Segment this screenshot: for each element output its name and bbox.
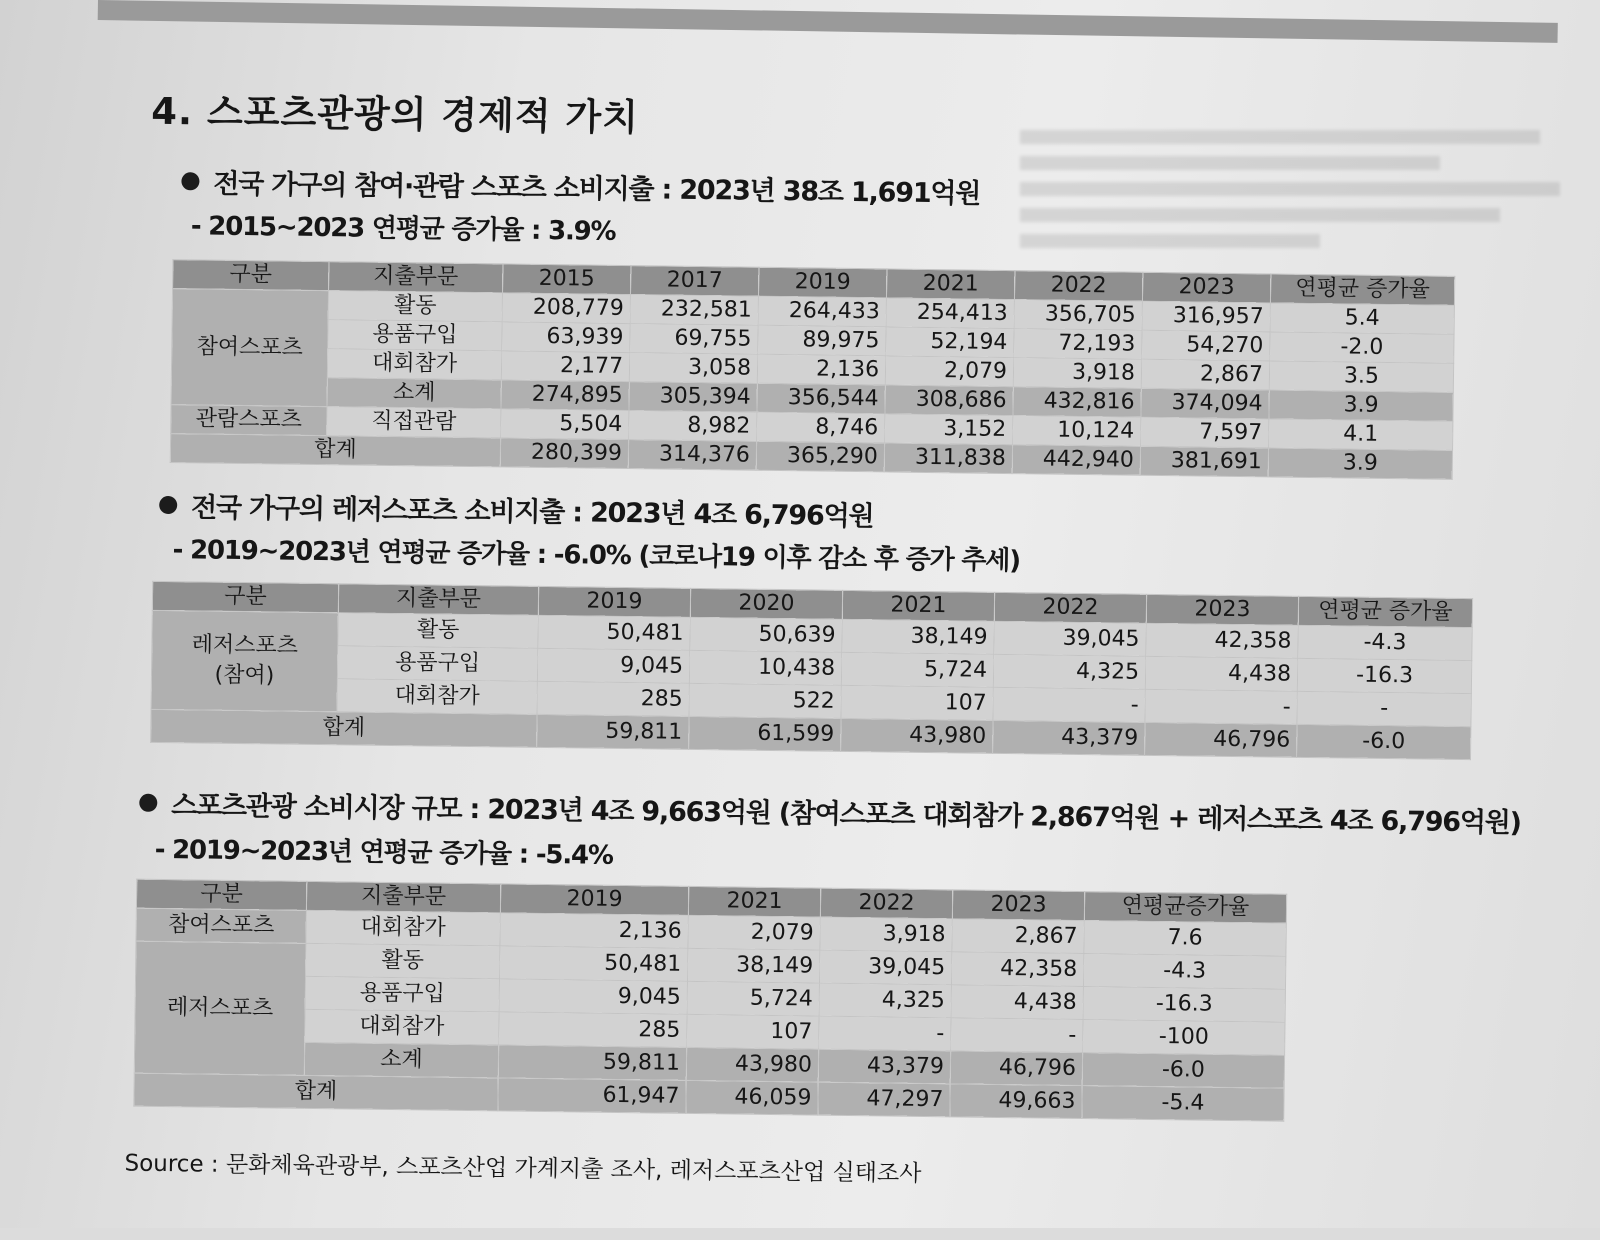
value-cell: 2,079 — [688, 915, 820, 950]
value-cell: 2,867 — [1141, 359, 1269, 390]
value-cell: 61,947 — [498, 1078, 686, 1113]
value-cell: 50,639 — [690, 617, 842, 652]
rate-cell: -16.3 — [1297, 658, 1471, 693]
s1-header-cell: 구분 — [173, 260, 329, 291]
value-cell: 49,663 — [950, 1084, 1082, 1119]
value-cell: 69,755 — [630, 324, 758, 355]
s3-header-cell: 2022 — [820, 888, 952, 919]
rate-cell: -5.4 — [1082, 1086, 1284, 1122]
rate-cell: -2.0 — [1270, 332, 1454, 363]
value-cell: - — [819, 1016, 951, 1051]
s2-subtitle: - 2019~2023년 연평균 증가율 : -6.0% (코로나19 이후 감소 후 증가 추세) — [172, 535, 1021, 577]
s2-group-leisure — [151, 610, 338, 711]
value-cell: 10,124 — [1013, 416, 1141, 447]
s1-headline — [181, 161, 980, 210]
value-cell: 3,058 — [629, 353, 757, 384]
s1-header-cell: 2021 — [886, 269, 1014, 300]
total-label: 합계 — [151, 709, 537, 747]
value-cell: 2,136 — [757, 354, 885, 385]
s3-header-cell: 2021 — [688, 886, 820, 917]
bullet-dot-icon — [139, 794, 157, 812]
s1-header-cell: 지출부문 — [329, 262, 503, 293]
value-cell: 43,379 — [993, 720, 1145, 755]
value-cell: 43,379 — [818, 1049, 950, 1084]
value-cell: 2,136 — [500, 913, 688, 948]
value-cell: 61,599 — [689, 716, 841, 751]
s3-subtitle: - 2019~2023년 연평균 증가율 : -5.4% — [154, 834, 613, 871]
value-cell: 3,918 — [1013, 358, 1141, 389]
rate-cell: -4.3 — [1083, 954, 1285, 990]
value-cell: 89,975 — [758, 325, 886, 356]
value-cell: 47,297 — [818, 1082, 950, 1117]
value-cell: 42,358 — [1146, 623, 1298, 658]
s1-group-spectator: 관람스포츠 — [171, 405, 327, 436]
rate-cell: -4.3 — [1298, 625, 1472, 660]
sector-cell: 대회참가 — [337, 679, 537, 715]
source-note: Source : 문화체육관광부, 스포츠산업 가계지출 조사, 레저스포츠산업 실태조사 — [124, 1150, 922, 1187]
value-cell: 305,394 — [629, 382, 757, 413]
s2-group-line1: 레저스포츠 — [191, 632, 299, 659]
value-cell: 46,796 — [1145, 722, 1297, 757]
value-cell: 356,544 — [757, 383, 885, 414]
value-cell: 46,796 — [950, 1051, 1082, 1086]
value-cell: 38,149 — [688, 948, 820, 983]
s3-table — [133, 879, 1287, 1122]
s2-header-cell: 연평균 증가율 — [1298, 596, 1472, 627]
s1-headline-text: 전국 가구의 참여·관람 스포츠 소비지출 : 2023년 38조 1,691억원 — [213, 168, 981, 210]
s1-header-cell: 2017 — [630, 266, 758, 297]
s3-header-cell: 2023 — [952, 890, 1084, 921]
value-cell: 59,811 — [537, 714, 689, 749]
value-cell: 72,193 — [1014, 329, 1142, 360]
value-cell: 59,811 — [498, 1045, 686, 1080]
rate-cell: -6.0 — [1082, 1053, 1284, 1089]
value-cell: 3,918 — [820, 917, 952, 952]
value-cell: 522 — [689, 683, 841, 718]
value-cell: 4,325 — [819, 983, 951, 1018]
rate-cell: - — [1297, 691, 1471, 726]
value-cell: 308,686 — [885, 385, 1013, 416]
rate-cell: -6.0 — [1296, 724, 1470, 759]
value-cell: 381,691 — [1140, 446, 1268, 477]
value-cell: 274,895 — [501, 380, 629, 411]
s3-header-cell: 구분 — [136, 879, 306, 910]
value-cell: 54,270 — [1142, 330, 1270, 361]
sector-cell: 활동 — [306, 943, 500, 979]
value-cell: 374,094 — [1141, 388, 1269, 419]
value-cell: 432,816 — [1013, 387, 1141, 418]
s2-table — [150, 581, 1473, 760]
value-cell: 442,940 — [1012, 445, 1140, 476]
rate-cell: 3.9 — [1269, 390, 1453, 421]
bullet-dot-icon — [159, 496, 177, 514]
s1-header-cell: 연평균 증가율 — [1270, 274, 1454, 305]
value-cell: 8,982 — [629, 411, 757, 442]
s2-header-cell: 2023 — [1146, 594, 1298, 625]
section-title: 4. 스포츠관광의 경제적 가치 — [151, 89, 640, 140]
rate-cell: 5.4 — [1270, 303, 1454, 334]
value-cell: 5,724 — [841, 652, 993, 687]
value-cell: 38,149 — [842, 619, 994, 654]
s1-header-cell: 2015 — [503, 264, 631, 295]
s3-header-cell: 지출부문 — [306, 881, 500, 913]
value-cell: 63,939 — [502, 322, 630, 353]
sector-cell: 용품구입 — [305, 976, 499, 1012]
s1-group-participation: 참여스포츠 — [171, 289, 329, 407]
value-cell: 2,867 — [952, 919, 1084, 954]
value-cell: 2,079 — [885, 356, 1013, 387]
value-cell: 4,438 — [1145, 656, 1297, 691]
s1-header-cell: 2022 — [1014, 271, 1142, 302]
sector-cell: 용품구입 — [328, 320, 502, 351]
value-cell: 42,358 — [951, 952, 1083, 987]
value-cell: 5,724 — [687, 981, 819, 1016]
value-cell: 311,838 — [884, 443, 1012, 474]
value-cell: 43,980 — [841, 718, 993, 753]
value-cell: 208,779 — [502, 293, 630, 324]
value-cell: 39,045 — [994, 621, 1146, 656]
value-cell: 4,438 — [951, 985, 1083, 1020]
s2-headline — [159, 485, 874, 533]
s3-header-cell: 2019 — [500, 884, 688, 915]
s2-headline-text: 전국 가구의 레저스포츠 소비지출 : 2023년 4조 6,796억원 — [190, 492, 874, 533]
value-cell: 356,705 — [1014, 300, 1142, 331]
sector-cell: 활동 — [328, 291, 502, 322]
s2-header-cell: 2022 — [994, 592, 1146, 623]
sector-cell: 소계 — [304, 1042, 498, 1078]
value-cell: 254,413 — [886, 298, 1014, 329]
rate-cell: -16.3 — [1083, 987, 1285, 1023]
value-cell: 365,290 — [756, 441, 884, 472]
s2-header-cell: 2019 — [538, 586, 690, 617]
value-cell: 4,325 — [993, 654, 1145, 689]
sector-cell: 소계 — [327, 378, 501, 409]
sector-cell: 대회참가 — [327, 349, 501, 380]
value-cell: 10,438 — [689, 650, 841, 685]
s2-header-cell: 2021 — [842, 590, 994, 621]
s2-header-cell: 2020 — [690, 588, 842, 619]
rate-cell: 4.1 — [1269, 419, 1453, 450]
sector-cell: 대회참가 — [306, 910, 500, 946]
value-cell: - — [1145, 689, 1297, 724]
value-cell: 5,504 — [501, 409, 629, 440]
s3-group-participation: 참여스포츠 — [136, 908, 306, 943]
s2-group-line2: (참여) — [214, 662, 275, 689]
value-cell: 43,980 — [686, 1047, 818, 1082]
value-cell: 316,957 — [1142, 301, 1270, 332]
s1-table — [170, 259, 1456, 480]
s3-header-cell: 연평균증가율 — [1084, 892, 1286, 924]
sector-cell: 직접관람 — [327, 407, 501, 438]
value-cell: 285 — [537, 681, 689, 716]
value-cell: 9,045 — [537, 648, 689, 683]
rate-cell: 3.5 — [1269, 361, 1453, 392]
value-cell: 50,481 — [500, 946, 688, 981]
value-cell: 314,376 — [628, 440, 756, 471]
value-cell: 280,399 — [500, 438, 628, 469]
bullet-dot-icon — [181, 172, 199, 190]
sector-cell: 활동 — [338, 613, 538, 649]
value-cell: 52,194 — [886, 327, 1014, 358]
value-cell: 9,045 — [499, 979, 687, 1014]
total-label: 합계 — [170, 434, 500, 467]
value-cell: 264,433 — [758, 296, 886, 327]
s2-header-cell: 구분 — [152, 581, 338, 612]
sector-cell: 용품구입 — [337, 646, 537, 682]
value-cell: - — [951, 1018, 1083, 1053]
value-cell: 7,597 — [1141, 417, 1269, 448]
value-cell: 39,045 — [819, 950, 951, 985]
value-cell: 46,059 — [686, 1080, 818, 1115]
rate-cell: 7.6 — [1084, 921, 1286, 957]
value-cell: 3,152 — [885, 414, 1013, 445]
s1-header-cell: 2023 — [1142, 272, 1270, 303]
s1-subtitle: - 2015~2023 연평균 증가율 : 3.9% — [190, 211, 616, 247]
value-cell: 50,481 — [538, 615, 690, 650]
value-cell: 107 — [687, 1014, 819, 1049]
value-cell: - — [993, 687, 1145, 722]
value-cell: 232,581 — [630, 295, 758, 326]
value-cell: 285 — [499, 1012, 687, 1047]
s1-header-cell: 2019 — [758, 267, 886, 298]
rate-cell: 3.9 — [1268, 448, 1452, 479]
s3-group-leisure: 레저스포츠 — [134, 941, 306, 1075]
rate-cell: -100 — [1083, 1020, 1285, 1056]
value-cell: 2,177 — [501, 351, 629, 382]
s2-header-cell: 지출부문 — [338, 584, 538, 616]
value-cell: 8,746 — [757, 412, 885, 443]
total-label: 합계 — [134, 1073, 498, 1111]
sector-cell: 대회참가 — [305, 1009, 499, 1045]
s3-headline-text: 스포츠관광 소비시장 규모 : 2023년 4조 9,663억원 (참여스포츠 대회참가 2,867억원 + 레저스포츠 4조 6,796억원) — [171, 790, 1521, 839]
value-cell: 107 — [841, 685, 993, 720]
